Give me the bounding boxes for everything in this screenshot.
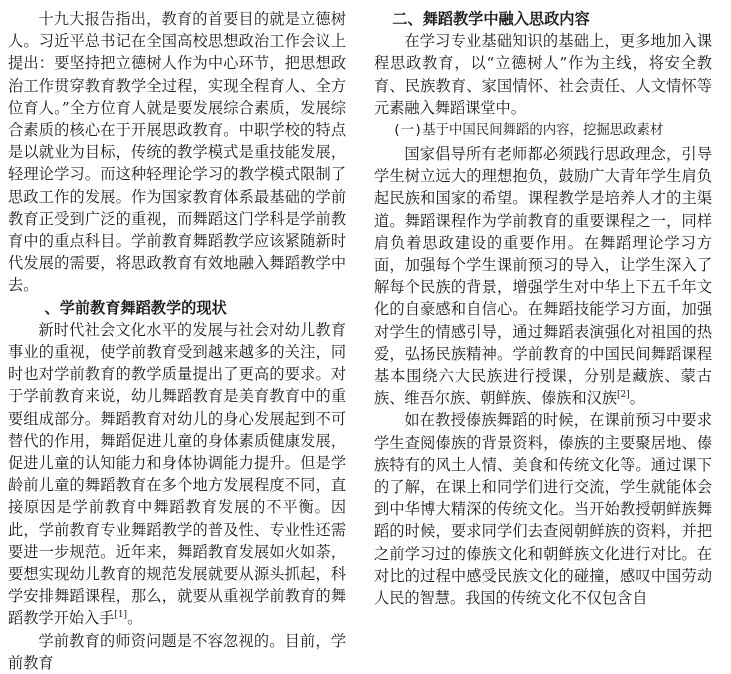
right-column — [374, 8, 712, 608]
folk-dance-paragraph-text: 国家倡导所有老师都必须践行思政理念，引导学生树立远大的理想抱负，鼓励广大青年学生肩负起民族和国家的希望。课程教学是培养人才的主渠道。舞蹈课程作为学前教育的重要课程之一，同样肩负着思政建设的重要作用。在舞蹈理论学习方面，加强每个学生课前预习的导入，让学生深入了解每个民族的背景，增强学生对中华上下五千年文化的自豪感和自信心。在舞蹈技能学习方面，加强对学生的情感引导，通过舞蹈表演强化对祖国的热爱，弘扬民族精神。学前教育的中国民间舞蹈课程基本围绕六大民族进行授课，分别是藏族、蒙古族、维吾尔族、朝鲜族、傣族和汉族 — [374, 145, 712, 408]
subsection-heading-folk-dance: (一)基于中国民间舞蹈的内容，挖掘思政素材 — [392, 123, 664, 139]
status-paragraph — [8, 319, 346, 630]
folk-dance-paragraph — [374, 143, 712, 409]
reference-marker: [2] — [617, 390, 630, 401]
section-heading-ideology: 二、舞蹈教学中融入思政内容 — [392, 10, 590, 28]
dai-dance-paragraph: 如在教授傣族舞蹈的时候，在课前预习中要求学生查阅傣族的背景资料，傣族的主要聚居地、傣族特有的风土人情、美食和传统文化等。通过课下的了解，在课上和同学们进行交流，学生就能体会到中华博大精深的传统文化。当开始教授朝鲜族舞蹈的时候，要求同学们去查阅朝鲜族的资料，并把之前学习过的傣族文化和朝鲜族文化进行对比。在对比的过程中感受民族文化的碰撞，感叹中国劳动人民的智慧。我国的传统文化不仅包含自 — [374, 411, 712, 608]
left-column — [8, 8, 346, 672]
section-heading-status: 、学前教育舞蹈教学的现状 — [44, 298, 227, 317]
status-paragraph-end: 。 — [127, 609, 143, 628]
folk-dance-paragraph-end: 。 — [629, 389, 645, 408]
clipped-area-right — [374, 409, 712, 608]
reference-marker: [1] — [114, 610, 128, 621]
ideology-intro-paragraph: 在学习专业基础知识的基础上，更多地加入课程思政教育，以“立德树人”作为主线，将安全教育、民族教育、家国情怀、社会责任、人文情怀等元素融入舞蹈课堂中。 — [374, 32, 712, 117]
status-paragraph-text: 新时代社会文化水平的发展与社会对幼儿教育事业的重视，使学前教育受到越来越多的关注，同时也对学前教育的教学质量提出了更高的要求。对于学前教育来说，幼儿舞蹈教育是美育教育中的重要组成部分。舞蹈教育对幼儿的身心发展起到不可替代的作用，舞蹈促进儿童的身体素质健康发展，促进儿童的认知能力和身体协调能力提升。但是学龄前儿童的舞蹈教育在多个地方发展程度不同，直接原因是学前教育中舞蹈教育发展的不平衡。因此，学前教育专业舞蹈教学的普及性、专业性还需要进一步规范。近年来，舞蹈教育发展如火如荼，要想实现幼儿教育的规范发展就要从源头抓起，科学安排舞蹈课程，那么，就要从重视学前教育的舞蹈教学开始入手 — [8, 320, 346, 628]
clipped-line-left — [8, 630, 346, 672]
teacher-paragraph: 学前教育的师资问题是不容忽视的。目前，学前教育 — [8, 631, 346, 672]
intro-paragraph: 十九大报告指出，教育的首要目的就是立德树人。习近平总书记在全国高校思想政治工作会议上提出：要坚持把立德树人作为中心环节，把思想政治工作贯穿教育教学全过程，实现全程育人、全方位育人。”全方位育人就是要发展综合素质，发展综合素质的核心在于开展思政教育。中职学校的特点是以就业为目标，传统的教学模式是重技能发展，轻理论学习。而这种轻理论学习的教学模式限制了思政工作的发展。作为国家教育体系最基础的学前教育正受到广泛的重视，而舞蹈这门学科是学前教育中的重点科目。学前教育舞蹈教学应该紧随新时代发展的需要，将思政教育有效地融入舞蹈教学中去。 — [8, 10, 346, 295]
